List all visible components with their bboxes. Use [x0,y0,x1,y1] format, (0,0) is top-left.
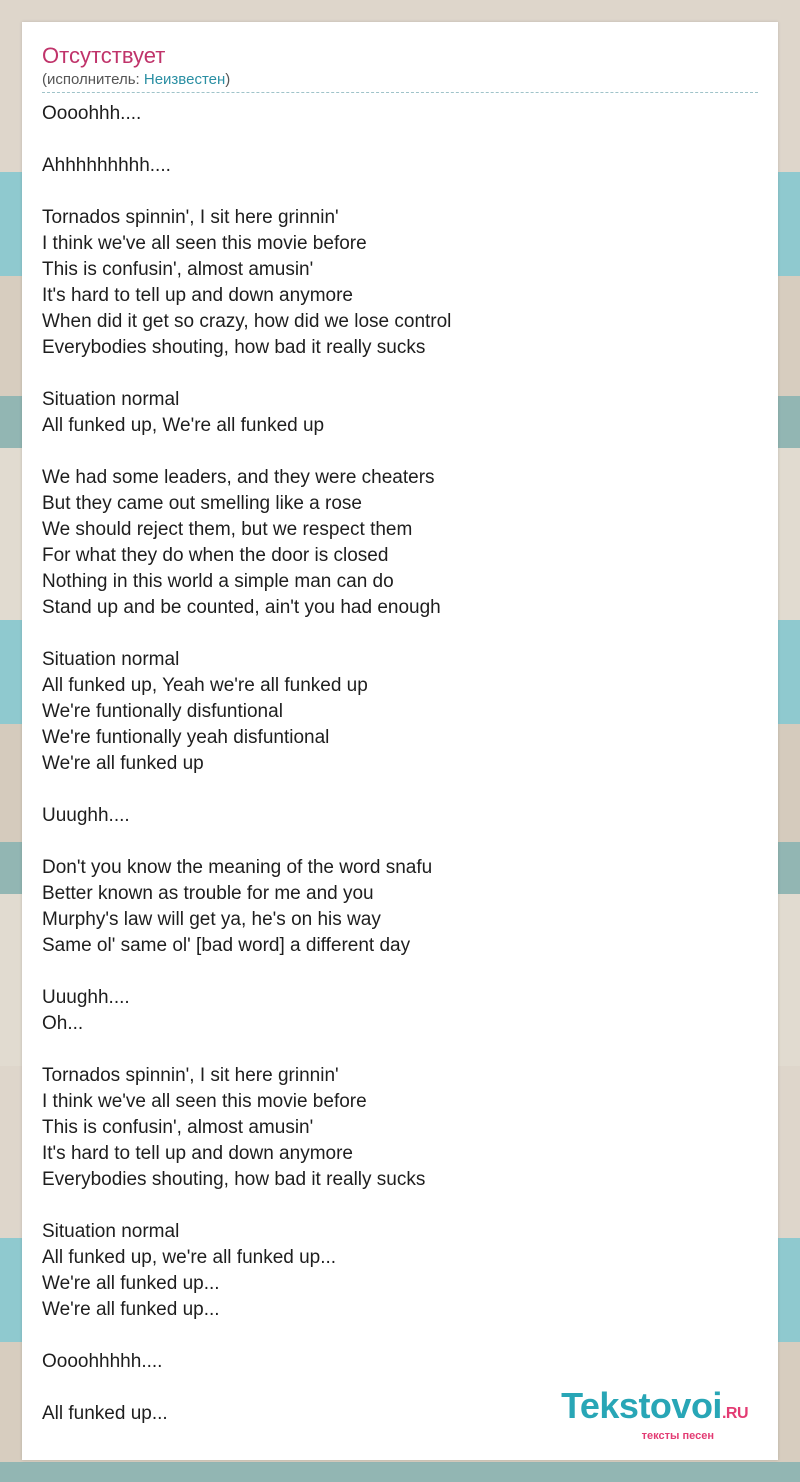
header-divider [42,92,758,93]
logo-name: Tekstovoi [561,1385,722,1426]
lyrics-card [22,22,778,1460]
song-title: Отсутствует [42,43,166,68]
logo-tld: .RU [721,1405,748,1422]
artist-line [42,70,758,90]
logo-tagline: тексты песен [641,1430,714,1442]
lyrics-text: Oooohhh.... Ahhhhhhhhh.... Tornados spinnin', I sit here grinnin' I think we've all seen this movie before This is confusin', almost amusin' It's hard to tell up and down anymore When did it get so crazy, how did we lose control Everybodies shouting, how bad it really sucks Situation normal All funked up, We're all funked up We had some leaders, and they were cheaters But they came out smelling like a rose We should reject them, but we respect them For what they do when the door is closed Nothing in this world a simple man can do Stand up and be counted, ain't you had enough Situation normal All funked up, Yeah we're all funked up We're funtionally disfuntional We're funtionally yeah disfuntional We're all funked up Uuughh.... Don't you know the meaning of the word snafu Better known as trouble for me and you Murphy's law will get ya, he's on his way Same ol' same ol' [bad word] a different day Uuughh.... Oh... Tornados spinnin', I sit here grinnin' I think we've all seen this movie before This is confusin', almost amusin' It's hard to tell up and down anymore Everybodies shouting, how bad it really sucks Situation normal All funked up, we're all funked up... We're all funked up... We're all funked up... Oooohhhhh.... All funked up... [42,103,452,1424]
artist-suffix: ) [225,71,231,88]
logo-wordmark [561,1385,748,1432]
site-logo[interactable] [561,1385,748,1442]
artist-prefix: (исполнитель: [42,71,144,88]
artist-link[interactable]: Неизвестен [143,71,226,88]
